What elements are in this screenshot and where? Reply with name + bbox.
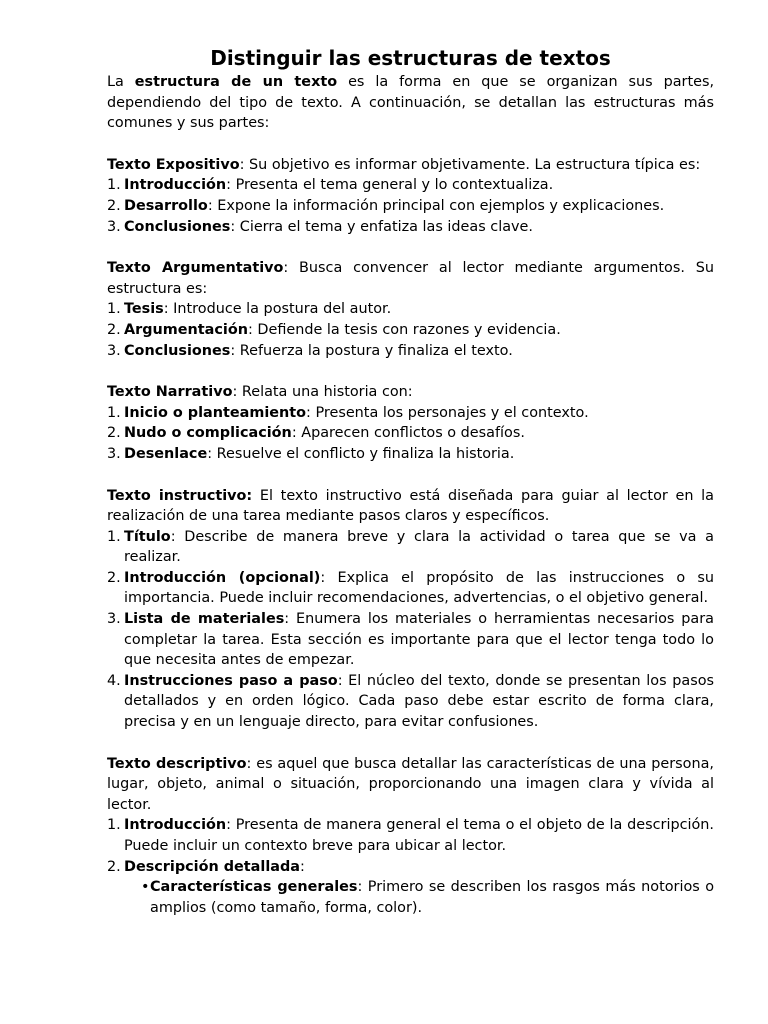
item-number: 2. xyxy=(107,197,121,214)
bullet-term: Características generales xyxy=(150,879,358,896)
list-item xyxy=(107,196,714,217)
list-item xyxy=(107,341,714,362)
item-term: Inicio o planteamiento xyxy=(124,404,307,421)
section-heading: Texto instructivo: xyxy=(107,487,253,504)
spacer xyxy=(107,733,714,754)
list-item xyxy=(107,609,714,671)
instructivo-list xyxy=(107,527,714,733)
bullet-text: : Primero se describen los rasgos más notorios o amplios (como tamaño, forma, color). xyxy=(150,879,714,916)
section-instructivo-intro xyxy=(107,486,714,527)
item-term: Tesis xyxy=(124,301,164,318)
item-term: Argumentación xyxy=(124,321,248,338)
section-heading: Texto descriptivo xyxy=(107,755,247,772)
item-number: 2. xyxy=(107,425,121,442)
list-item xyxy=(107,444,714,465)
section-description: El texto instructivo está diseñada para guiar al lector en la realización de una tarea mediante pasos claros y específicos. xyxy=(107,487,714,525)
item-text: : Refuerza la postura y finaliza el texto. xyxy=(230,342,513,359)
section-heading: Texto Narrativo xyxy=(107,384,233,401)
bullet-list xyxy=(124,877,714,918)
document-body xyxy=(107,46,714,918)
item-number: 1. xyxy=(107,177,121,194)
list-item xyxy=(107,320,714,341)
item-text: : Introduce la postura del autor. xyxy=(163,301,392,318)
list-item xyxy=(107,217,714,238)
list-item xyxy=(107,568,714,609)
list-item xyxy=(107,299,714,320)
descriptivo-list xyxy=(107,815,714,918)
item-number: 3. xyxy=(107,342,121,359)
item-term: Desenlace xyxy=(124,445,208,462)
expositivo-list xyxy=(107,175,714,237)
section-description: : es aquel que busca detallar las características de una persona, lugar, objeto, animal o situación, proporcionando una imagen clara y vívida al lector. xyxy=(107,755,714,813)
section-description: : Relata una historia con: xyxy=(232,384,413,401)
intro-post: es la forma en que se organizan sus partes, dependiendo del tipo de texto. A continuación, se detallan las estructuras más comunes y sus partes: xyxy=(107,74,715,132)
list-item xyxy=(107,423,714,444)
item-text: : Presenta de manera general el tema o el objeto de la descripción. Puede incluir un contexto breve para ubicar al lector. xyxy=(124,817,714,854)
item-text: : xyxy=(299,858,305,875)
item-number: 1. xyxy=(107,817,121,834)
item-text: : Describe de manera breve y clara la actividad o tarea que se va a realizar. xyxy=(124,528,714,566)
item-term: Lista de materiales xyxy=(124,611,285,628)
item-term: Desarrollo xyxy=(124,197,208,214)
item-term: Introducción (opcional) xyxy=(124,569,321,586)
argumentativo-list xyxy=(107,299,714,361)
section-heading: Texto Argumentativo xyxy=(107,260,284,277)
list-item xyxy=(107,671,714,733)
spacer xyxy=(107,237,714,258)
item-text: : Expone la información principal con ejemplos y explicaciones. xyxy=(207,197,665,214)
item-text: : Presenta el tema general y lo contextualiza. xyxy=(226,177,554,194)
item-text: : Aparecen conflictos o desafíos. xyxy=(291,425,525,442)
item-number: 3. xyxy=(107,445,121,462)
bullet-mark: • xyxy=(141,879,150,896)
section-description: : Busca convencer al lector mediante argumentos. Su estructura es: xyxy=(107,260,714,297)
item-term: Descripción detallada xyxy=(124,858,300,875)
bullet-item xyxy=(124,877,714,918)
section-descriptivo-intro xyxy=(107,754,714,816)
narrativo-list xyxy=(107,403,714,465)
item-number: 2. xyxy=(107,569,121,586)
section-narrativo-intro xyxy=(107,382,714,403)
item-term: Conclusiones xyxy=(124,218,231,235)
item-text: : Cierra el tema y enfatiza las ideas clave. xyxy=(230,218,533,235)
page-title: Distinguir las estructuras de textos xyxy=(210,46,611,70)
item-number: 2. xyxy=(107,858,121,875)
list-item xyxy=(107,815,714,856)
item-text: : El núcleo del texto, donde se presentan los pasos detallados y en orden lógico. Cada paso debe estar escrito de forma clara, precisa y en un lenguaje directo, para evitar confusiones. xyxy=(124,672,714,731)
section-expositivo-intro xyxy=(107,155,714,176)
spacer xyxy=(107,134,714,155)
section-description: : Su objetivo es informar objetivamente. La estructura típica es: xyxy=(239,156,701,173)
item-term: Título xyxy=(124,528,171,545)
intro-pre: La xyxy=(107,74,124,90)
item-text: : Explica el propósito de las instrucciones o su importancia. Puede incluir recomendaciones, advertencias, o el objetivo general. xyxy=(124,569,714,607)
intro-bold: estructura de un texto xyxy=(134,74,338,90)
item-term: Instrucciones paso a paso xyxy=(124,672,338,689)
item-term: Nudo o complicación xyxy=(124,425,292,442)
list-item xyxy=(107,527,714,568)
section-heading: Texto Expositivo xyxy=(107,156,240,173)
item-term: Introducción xyxy=(124,177,227,194)
intro-paragraph xyxy=(107,72,714,134)
item-text: : Presenta los personajes y el contexto. xyxy=(306,404,589,421)
item-text: : Defiende la tesis con razones y evidencia. xyxy=(247,321,561,338)
section-argumentativo-intro xyxy=(107,258,714,299)
item-number: 2. xyxy=(107,321,121,338)
item-number: 3. xyxy=(107,611,121,628)
item-number: 3. xyxy=(107,218,121,235)
list-item xyxy=(107,857,714,919)
item-text: : Resuelve el conflicto y finaliza la historia. xyxy=(207,445,515,462)
item-number: 1. xyxy=(107,528,121,545)
spacer xyxy=(107,361,714,382)
list-item xyxy=(107,175,714,196)
item-term: Conclusiones xyxy=(124,342,231,359)
item-number: 1. xyxy=(107,404,121,421)
item-term: Introducción xyxy=(124,817,227,834)
item-number: 4. xyxy=(107,672,121,689)
spacer xyxy=(107,465,714,486)
list-item xyxy=(107,403,714,424)
item-text: : Enumera los materiales o herramientas necesarios para completar la tarea. Esta sección es importante para que el lector tenga todo lo que necesita antes de empezar. xyxy=(124,611,714,669)
item-number: 1. xyxy=(107,301,121,318)
